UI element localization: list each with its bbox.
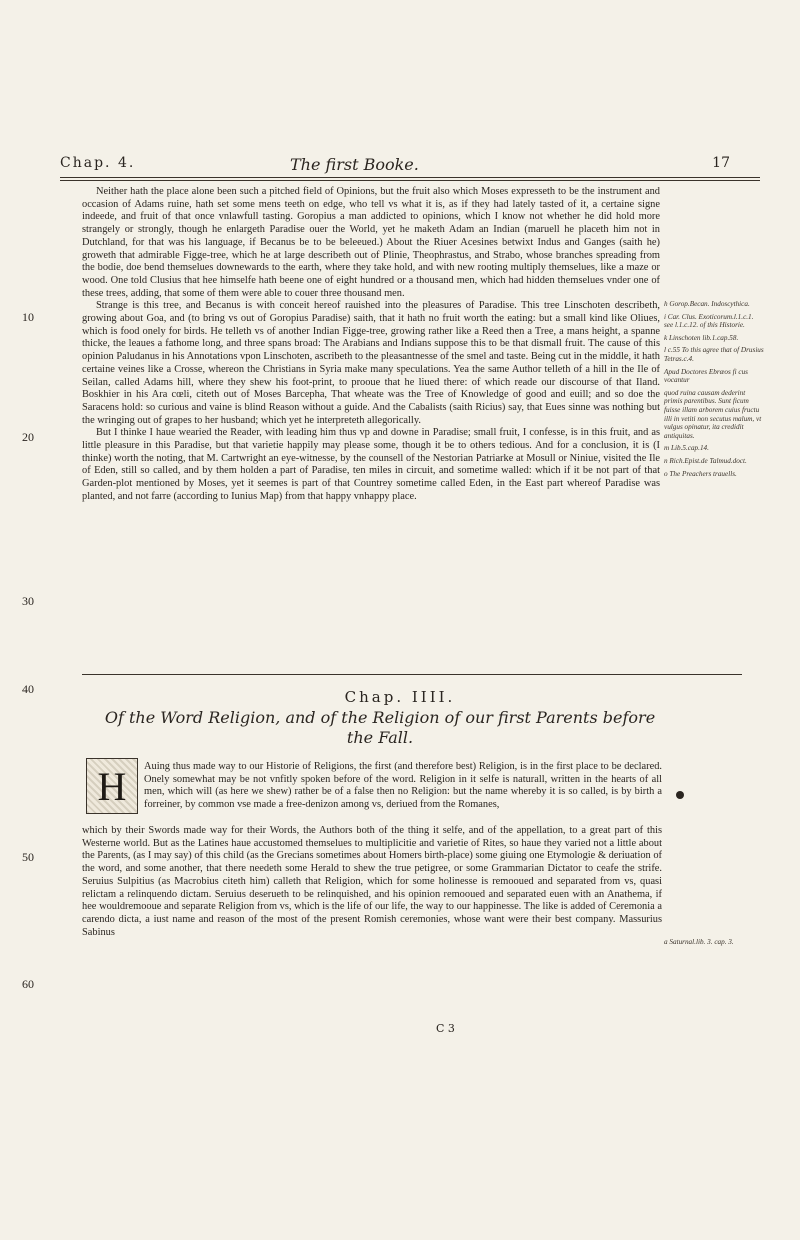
margin-note: Apud Doctores Ebræos fi cus vocantur — [664, 367, 748, 385]
margin-notes-lower — [664, 938, 764, 951]
header-rule — [60, 177, 760, 178]
line-number-30: 30 — [22, 594, 34, 608]
running-title: The first Booke. — [290, 155, 419, 174]
chapter-heading: Chap. IIII. — [344, 688, 456, 706]
page-number: 17 — [712, 155, 730, 171]
margin-note: quod ruina causam dederint primis parentibus. Sunt ficum fuisse illam arborem cuius fructu illi in vetiti non secutus malum, vt vulgus opinatur, ita credidit antiquitas. — [664, 388, 762, 440]
chapter-subtitle: Of the Word Religion, and of the Religion of our first Parents before the Fall. — [104, 708, 656, 747]
paragraph: But I thinke I haue wearied the Reader, with leading him thus vp and downe in Paradise; small fruit, I confesse, is in this fruit, and as little pleasure in this Paradise, but that varietie happily may please some, though it be to others tedious. And for a conclusion, it is (I thinke) worth the noting, that M. Cartwright an eye-witnesse, by the counsell of the Nestorian Patriarke at Mosull or Niniue, visited the Ile of Eden, still so called, and by them holden a part of Paradise, ten miles in circuit, and sometime walled: which if it be not part of that Garden-plot mentioned by Moses, yet it seemes is part of that Countrey sometime called Eden, in the East part whereof Paradise was planted, and not farre (according to Iunius Map) from that happy vnhappy place. — [82, 427, 660, 502]
margin-note: o The Preachers trauells. — [664, 469, 737, 478]
line-number-40: 40 — [22, 682, 34, 696]
section-divider — [82, 674, 742, 675]
margin-note: h Gorop.Becan. Indoscythica. — [664, 300, 750, 308]
decorated-initial: H — [86, 758, 138, 814]
paragraph: Neither hath the place alone been such a pitched field of Opinions, but the fruit also which Moses expresseth to be the instrument and occasion of Adams ruine, hath set some mens teeth on edge, who tell vs what it is, as if they had lately tasted of it, a certaine signe indeede, and fruit of that once vnlawfull tasting. Goropius a man addicted to opinions, which I know not whether he did hold more strangely or strongly, though he enlargeth Paradise ouer the World, yet he maketh Adam an Indian (maruell he placeth him not in Dutchland, for that was his language, if Becanus be to be beleeued.) About the Riuer Acesines betwixt Indus and Ganges (saith he) groweth that admirable Figge-tree, which he at large describeth out of Plinie, Theophrastus, and Strabo, whose branches spreading from the bodie, doe bend themselues downewards to the earth, where they take hold, and with new rooting multiply themselues, like a maze or wood. One told Clusius that hee himselfe hath beene one of eight hundred or a thousand men, which had hidden themselues vnder one of these trees, adding, that some of them were able to couer three thousand men. — [82, 186, 660, 299]
margin-note: a Saturnal.lib. 3. cap. 3. — [664, 938, 734, 946]
section-text — [82, 186, 660, 504]
margin-note: k Linschoten lib.1.cap.58. — [664, 333, 739, 342]
margin-note: m Lib.5.cap.14. — [664, 444, 709, 453]
line-number-50: 50 — [22, 850, 34, 864]
signature-mark: C 3 — [436, 1022, 455, 1035]
margin-note: l c.55 To this agree that of Drusius Tetras.c.4. — [664, 346, 764, 363]
margin-note: n Rich.Epist.de Talmud.doct. — [664, 456, 747, 465]
line-number-60: 60 — [22, 977, 34, 991]
margin-notes — [664, 300, 764, 482]
chapter-label: Chap. 4. — [60, 155, 136, 171]
line-number-10: 10 — [22, 310, 34, 324]
ink-blot — [676, 791, 684, 799]
margin-note: i Car. Clus. Exoticorum.l.1.c.1. see l.1.c.12. of this Historie. — [664, 312, 754, 330]
running-head — [60, 155, 730, 177]
chapter-opening-text: Auing thus made way to our Historie of Religions, the first (and therefore best) Religion, is in the first place to be declared. Onely somewhat may be not vnfitly spoken before of the word. Religion in it selfe is naturall, written in the hearts of all men, which will (as here we shew) rather be of a false then no Religion: but the name whereby it is so called, is by birth a forreiner, by common vse made a free-denizon among vs, deriued from the Romanes, — [144, 761, 662, 811]
paragraph: Strange is this tree, and Becanus is with conceit hereof rauished into the pleasures of Paradise. This tree Linschoten describeth, growing about Goa, and (to bring vs out of Goropius Paradise) saith, that it hath no fruit worth the eating: but a small kind like Oliues, which is food onely for birds. He telleth vs of another Indian Figge-tree, growing rather like a Reed then a Tree, a mans height, a spanne thicke, the leaues a fathome long, and three spans broad: The Arabians and Indians suppose this to be that dismall fruit. The cause of this opinion Paludanus in his Annotations vpon Linschoten, ascribeth to the pleasantnesse of the smel and taste. Being cut in the middle, it hath certaine veines like a Crosse, whereon the Christians in Syria make many speculations. Yea the same Author telleth of a hill in the Ile of Seilan, called Adams hill, where they shew his foot-print, to prooue that he liued there: of which reade our discourse of that Iland. Boskhier in his Ara cœli, citeth out of Moses Barcepha, That wheate was the Tree of Knowledge of good and euill; and so doe the Saracens hold: so curious and vaine is blind Reason without a guide. And the Cabalists (saith Ricius) say, that Eues sinne was nothing but the wringing out of grapes to her husband; which yet he interpreteth allegorically. — [82, 300, 660, 426]
chapter-body-text: which by their Swords made way for their Words, the Authors both of the thing it selfe, and of the appellation, to a great part of this Westerne world. But as the Latines haue accustomed themselues to multiplicitie and varietie of Rites, so haue they varied not a little about the Parents, (as I may say) of this child (as the Grecians sometimes about Homers birth-place) some giuing one Etymologie & deriuation of the word, and some another, that there needeth some Herald to shew the true petigree, or some Grammarian Dictator to ceafe the strife. Seruius Sulpitius (as Macrobius citeth him) calleth that Religion, which for some holinesse is remooued and separated from vs, quasi relictam a relinquendo dictam. Seruius deserueth to be relinquished, and his opinion remooued and separated euen with an Anathema, if hee wouldremooue and separate Religion from vs, which is the life of our life, the way to our happinesse. The like is added of Ceremonia a carendo dicta, a iust name and reason of the most of the present Romish ceremonies, whose want were their best company. Massurius Sabinus — [82, 825, 662, 938]
header-rule-double — [60, 180, 760, 181]
line-number-20: 20 — [22, 430, 34, 444]
